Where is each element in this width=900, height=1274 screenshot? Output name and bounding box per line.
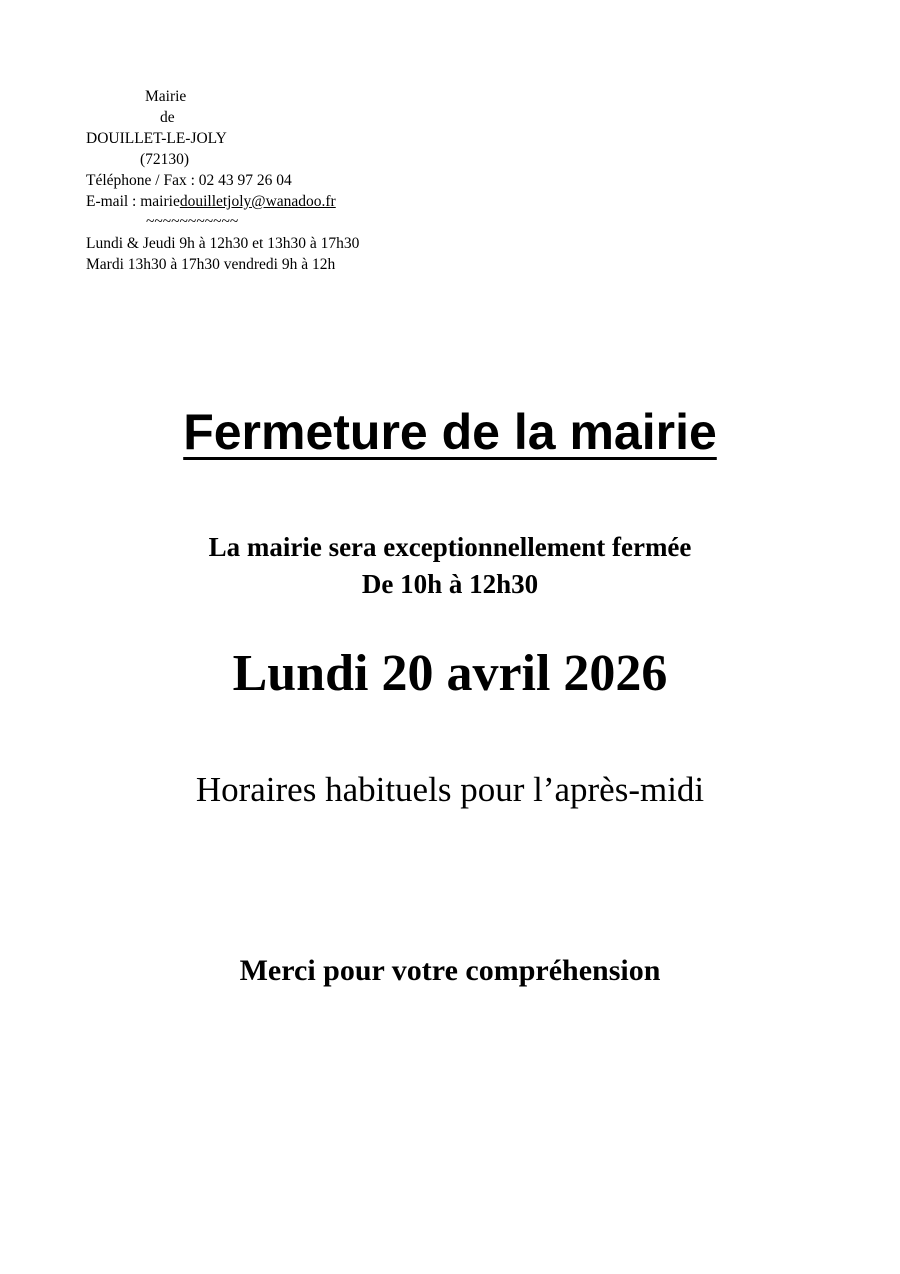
- closure-title: [0, 400, 900, 464]
- header-email: [86, 193, 336, 211]
- closure-date: Lundi 20 avril 2026: [232, 645, 668, 702]
- closure-notice-line-2: De 10h à 12h30: [361, 569, 539, 599]
- header-phone-fax: Téléphone / Fax : 02 43 97 26 04: [86, 172, 292, 189]
- header-email-link[interactable]: douilletjoly@wanadoo.fr: [179, 193, 336, 210]
- header-opening-hours-1: Lundi & Jeudi 9h à 12h30 et 13h30 à 17h30: [86, 235, 360, 252]
- closure-notice-line-1: La mairie sera exceptionnellement fermée: [208, 532, 692, 562]
- header-email-prefix: E-mail : mairie: [86, 193, 180, 210]
- header-separator: ~~~~~~~~~~~: [146, 213, 239, 230]
- thanks-message: Merci pour votre compréhension: [239, 954, 661, 987]
- afternoon-hours-note: Horaires habituels pour l’après-midi: [195, 770, 705, 809]
- closure-title-text: Fermeture de la mairie: [183, 404, 717, 460]
- header-opening-hours-2: Mardi 13h30 à 17h30 vendredi 9h à 12h: [86, 256, 336, 273]
- header-town-name: DOUILLET-LE-JOLY: [86, 130, 227, 147]
- header-mairie: Mairie: [145, 88, 187, 105]
- header-postal-code: (72130): [140, 151, 190, 168]
- header-de: de: [160, 109, 175, 126]
